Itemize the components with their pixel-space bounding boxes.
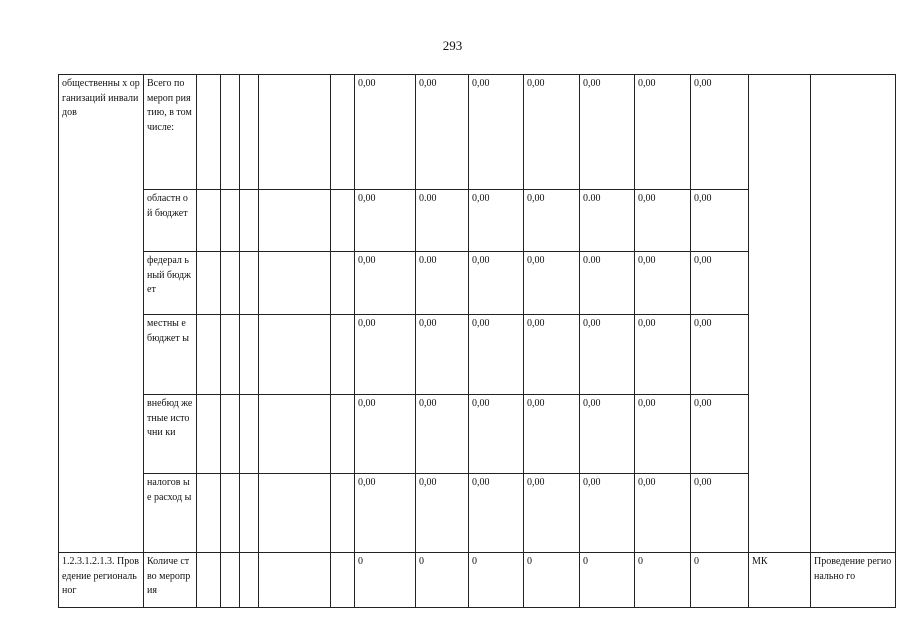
value-cell: 0	[355, 553, 416, 608]
value-cell: 0,00	[635, 75, 691, 190]
value-cell: 0,00	[469, 474, 524, 553]
value-cell: 0,00	[580, 315, 635, 395]
value-cell: 0,00	[691, 75, 749, 190]
value-cell: 0,00	[469, 315, 524, 395]
value-cell: 0.00	[416, 252, 469, 315]
value-cell: 0,00	[416, 474, 469, 553]
value-cell: 0,00	[416, 75, 469, 190]
value-cell: 0,00	[355, 395, 416, 474]
value-cell: 0,00	[469, 395, 524, 474]
value-cell: 0,00	[691, 474, 749, 553]
value-cell: 0	[469, 553, 524, 608]
value-cell: 0.00	[416, 190, 469, 252]
table-row	[59, 75, 896, 190]
page-number: 293	[442, 38, 463, 53]
executor-cell	[749, 75, 811, 553]
value-cell: 0,00	[635, 252, 691, 315]
value-cell: 0.00	[580, 252, 635, 315]
row-code: 1.2.3.1.2.1.3. Проведение региональног	[59, 553, 144, 608]
funding-source: областн ой бюджет	[144, 190, 197, 252]
value-cell: 0,00	[524, 315, 580, 395]
value-cell: 0,00	[524, 75, 580, 190]
value-cell: 0,00	[355, 190, 416, 252]
value-cell: 0,00	[635, 315, 691, 395]
value-cell: 0.00	[580, 190, 635, 252]
value-cell: 0,00	[469, 75, 524, 190]
funding-source: местны е бюджет ы	[144, 315, 197, 395]
executor: МК	[749, 553, 811, 608]
row-label: общественны х организаций инвалидов	[59, 75, 144, 553]
table-row	[59, 553, 896, 608]
value-cell: 0,00	[416, 395, 469, 474]
funding-source: федерал ьный бюджет	[144, 252, 197, 315]
value-cell: 0,00	[580, 75, 635, 190]
value-cell: 0,00	[469, 190, 524, 252]
value-cell: 0	[635, 553, 691, 608]
value-cell: 0,00	[524, 395, 580, 474]
value-cell: 0,00	[355, 75, 416, 190]
indicator: Количе ство мероприя	[144, 553, 197, 608]
value-cell: 0,00	[580, 474, 635, 553]
value-cell: 0,00	[469, 252, 524, 315]
value-cell: 0,00	[524, 190, 580, 252]
funding-source: налогов ые расход ы	[144, 474, 197, 553]
value-cell: 0,00	[580, 395, 635, 474]
value-cell: 0	[691, 553, 749, 608]
value-cell: 0,00	[691, 190, 749, 252]
value-cell: 0,00	[691, 395, 749, 474]
value-cell: 0	[524, 553, 580, 608]
value-cell: 0,00	[635, 190, 691, 252]
value-cell: 0,00	[635, 474, 691, 553]
value-cell: 0,00	[355, 474, 416, 553]
funding-source: Всего по мероп риятию, в том числе:	[144, 75, 197, 190]
value-cell: 0,00	[416, 315, 469, 395]
value-cell: 0	[580, 553, 635, 608]
value-cell: 0,00	[691, 252, 749, 315]
budget-table	[58, 74, 896, 608]
value-cell: 0,00	[524, 252, 580, 315]
value-cell: 0,00	[635, 395, 691, 474]
result: Проведение регионально го	[811, 553, 896, 608]
result-cell	[811, 75, 896, 553]
value-cell: 0,00	[355, 315, 416, 395]
value-cell: 0,00	[355, 252, 416, 315]
funding-source: внебюд жетные источни ки	[144, 395, 197, 474]
value-cell: 0	[416, 553, 469, 608]
value-cell: 0,00	[691, 315, 749, 395]
value-cell: 0,00	[524, 474, 580, 553]
